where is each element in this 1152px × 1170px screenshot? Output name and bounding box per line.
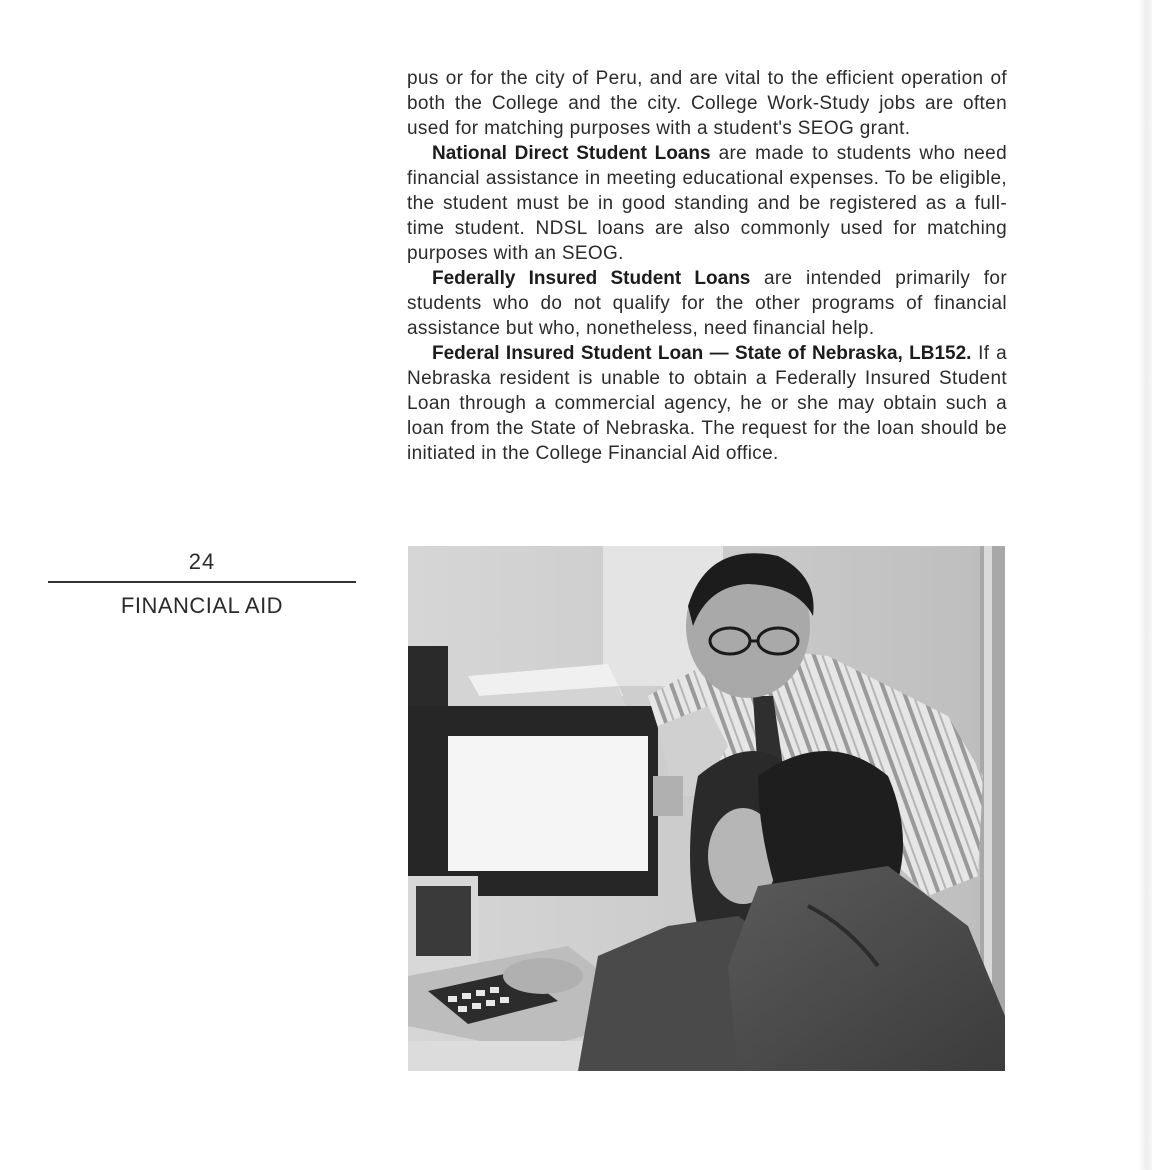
- paragraph-work-study-text: pus or for the city of Peru, and are vital to the efficient operation of both the College and the city. College Work-Study jobs are often used for matching purposes with a student's SEOG grant.: [407, 68, 1007, 139]
- fisl-heading: Federally Insured Student Loans: [432, 268, 751, 289]
- shelf-dark: [408, 646, 448, 706]
- ndsl-heading: National Direct Student Loans: [432, 143, 711, 164]
- article-body: [407, 66, 1007, 466]
- section-title: FINANCIAL AID: [120, 593, 284, 618]
- office-photo-illustration: [408, 546, 1005, 1071]
- paragraph-work-study: [407, 66, 1007, 141]
- page-number: 24: [188, 549, 216, 574]
- woman-hand: [503, 958, 583, 994]
- paragraph-nebraska-loan: [407, 341, 1007, 466]
- paragraph-ndsl: [407, 141, 1007, 266]
- terminal-screen: [416, 886, 471, 956]
- page-edge-shadow: [1138, 0, 1152, 1170]
- nebraska-loan-heading: Federal Insured Student Loan — State of Nebraska, LB152.: [432, 343, 972, 364]
- section-divider: [48, 581, 356, 583]
- cabinet-white-panel: [448, 736, 648, 871]
- office-photo: [408, 546, 1005, 1071]
- nebraska-loan-text: If a Nebraska resident is unable to obtain a Federally Insured Student Loan through a commercial agency, he or she may obtain such a loan from the State of Nebraska. The request for the loan should be initiated in the College Financial Aid office.: [407, 343, 1007, 464]
- man-hand: [653, 776, 683, 816]
- fisl-text: are intended primarily for students who do not qualify for the other programs of financial assistance but who, nonetheless, need financial help.: [407, 268, 1007, 339]
- paragraph-fisl: [407, 266, 1007, 341]
- ndsl-text: are made to students who need financial assistance in meeting educational expenses. To be eligible, the student must be in good standing and be registered as a full-time student. NDSL loans are also commonly used for matching purposes with an SEOG.: [407, 143, 1007, 264]
